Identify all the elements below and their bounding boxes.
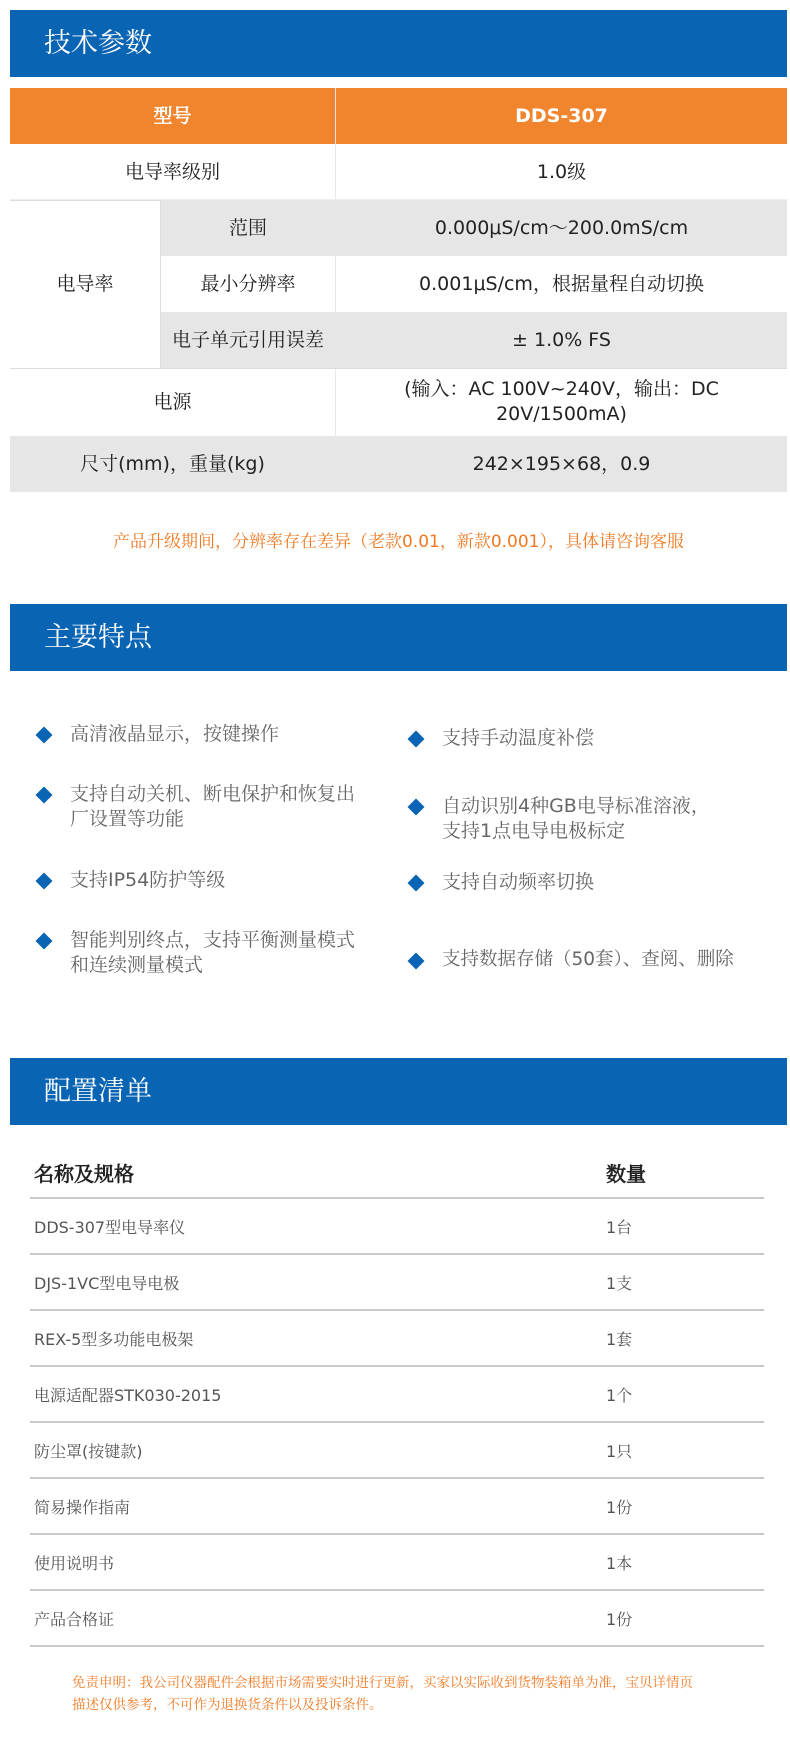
list-item-qty: 1台	[606, 1218, 633, 1237]
feature-item: 自动识别4种GB电导标准溶液， 支持1点电导电极标定	[410, 794, 780, 843]
list-item-qty: 1本	[606, 1554, 633, 1573]
model-value: DDS-307	[336, 88, 787, 144]
diamond-bullet-icon	[408, 953, 425, 970]
row-divider	[30, 1309, 764, 1311]
feature-item: 支持自动关机、断电保护和恢复出 厂设置等功能	[38, 782, 388, 831]
list-item-name: 使用说明书	[34, 1554, 115, 1573]
size-label: 尺寸(mm)，重量(kg)	[10, 436, 335, 492]
list-header-qty: 数量	[606, 1162, 646, 1186]
list-item-qty: 1套	[606, 1330, 633, 1349]
model-label: 型号	[10, 88, 335, 144]
diamond-bullet-icon	[36, 787, 53, 804]
feature-item: 支持数据存储（50套）、查阅、删除	[410, 948, 785, 972]
list-item-name: 防尘罩(按键款)	[34, 1442, 143, 1461]
error-value: ± 1.0% FS	[336, 312, 787, 368]
list-item-name: DDS-307型电导率仪	[34, 1218, 186, 1237]
table-divider	[10, 200, 160, 201]
row-divider	[30, 1421, 764, 1423]
spec-section-title: 技术参数	[10, 10, 787, 77]
list-item-qty: 1份	[606, 1498, 633, 1517]
feature-item: 高清液晶显示，按键操作	[38, 722, 388, 747]
diamond-bullet-icon	[408, 731, 425, 748]
resolution-value: 0.001μS/cm，根据量程自动切换	[336, 256, 787, 312]
feature-item: 支持自动频率切换	[410, 870, 780, 895]
grade-label: 电导率级别	[10, 144, 335, 200]
list-item-name: REX-5型多功能电极架	[34, 1330, 194, 1349]
feature-item: 支持IP54防护等级	[38, 868, 388, 893]
row-divider	[30, 1253, 764, 1255]
list-section-title: 配置清单	[10, 1058, 787, 1125]
row-divider	[30, 1645, 764, 1647]
power-value-line2: 20V/1500mA)	[496, 403, 627, 425]
list-header-name: 名称及规格	[34, 1162, 134, 1186]
table-divider	[10, 368, 787, 369]
row-divider	[30, 1197, 764, 1199]
list-item-name: 简易操作指南	[34, 1498, 131, 1517]
power-value	[336, 368, 787, 436]
grade-value: 1.0级	[336, 144, 787, 200]
range-value: 0.000μS/cm～200.0mS/cm	[336, 200, 787, 256]
list-item-name: 产品合格证	[34, 1610, 115, 1629]
table-divider	[160, 200, 161, 368]
resolution-label: 最小分辨率	[161, 256, 335, 312]
list-item-name: DJS-1VC型电导电极	[34, 1274, 180, 1293]
conductivity-label: 电导率	[10, 200, 160, 368]
row-divider	[30, 1477, 764, 1479]
list-item-name: 电源适配器STK030-2015	[34, 1386, 222, 1405]
row-divider	[30, 1365, 764, 1367]
diamond-bullet-icon	[36, 727, 53, 744]
features-section-title: 主要特点	[10, 604, 787, 671]
table-divider	[10, 199, 787, 200]
diamond-bullet-icon	[36, 873, 53, 890]
list-item-qty: 1支	[606, 1274, 633, 1293]
error-label: 电子单元引用误差	[161, 312, 335, 368]
diamond-bullet-icon	[408, 799, 425, 816]
list-item-qty: 1只	[606, 1442, 633, 1461]
table-divider	[335, 88, 336, 492]
range-label: 范围	[161, 200, 335, 256]
feature-item: 支持手动温度补偿	[410, 726, 780, 751]
disclaimer: 免责申明：我公司仪器配件会根据市场需要实时进行更新，买家以实际收到货物装箱单为准，宝贝详情页 描述仅供参考，不可作为退换货条件以及投诉条件。	[72, 1675, 693, 1714]
power-value-line1: (输入：AC 100V~240V，输出：DC	[404, 378, 719, 401]
diamond-bullet-icon	[36, 933, 53, 950]
power-label: 电源	[10, 368, 335, 436]
list-item-qty: 1个	[606, 1386, 633, 1405]
size-value: 242×195×68，0.9	[336, 436, 787, 492]
row-divider	[30, 1589, 764, 1591]
row-divider	[30, 1533, 764, 1535]
list-item-qty: 1份	[606, 1610, 633, 1629]
feature-item: 智能判别终点，支持平衡测量模式 和连续测量模式	[38, 928, 388, 977]
diamond-bullet-icon	[408, 875, 425, 892]
upgrade-note: 产品升级期间，分辨率存在差异（老款0.01，新款0.001），具体请咨询客服	[112, 532, 685, 552]
